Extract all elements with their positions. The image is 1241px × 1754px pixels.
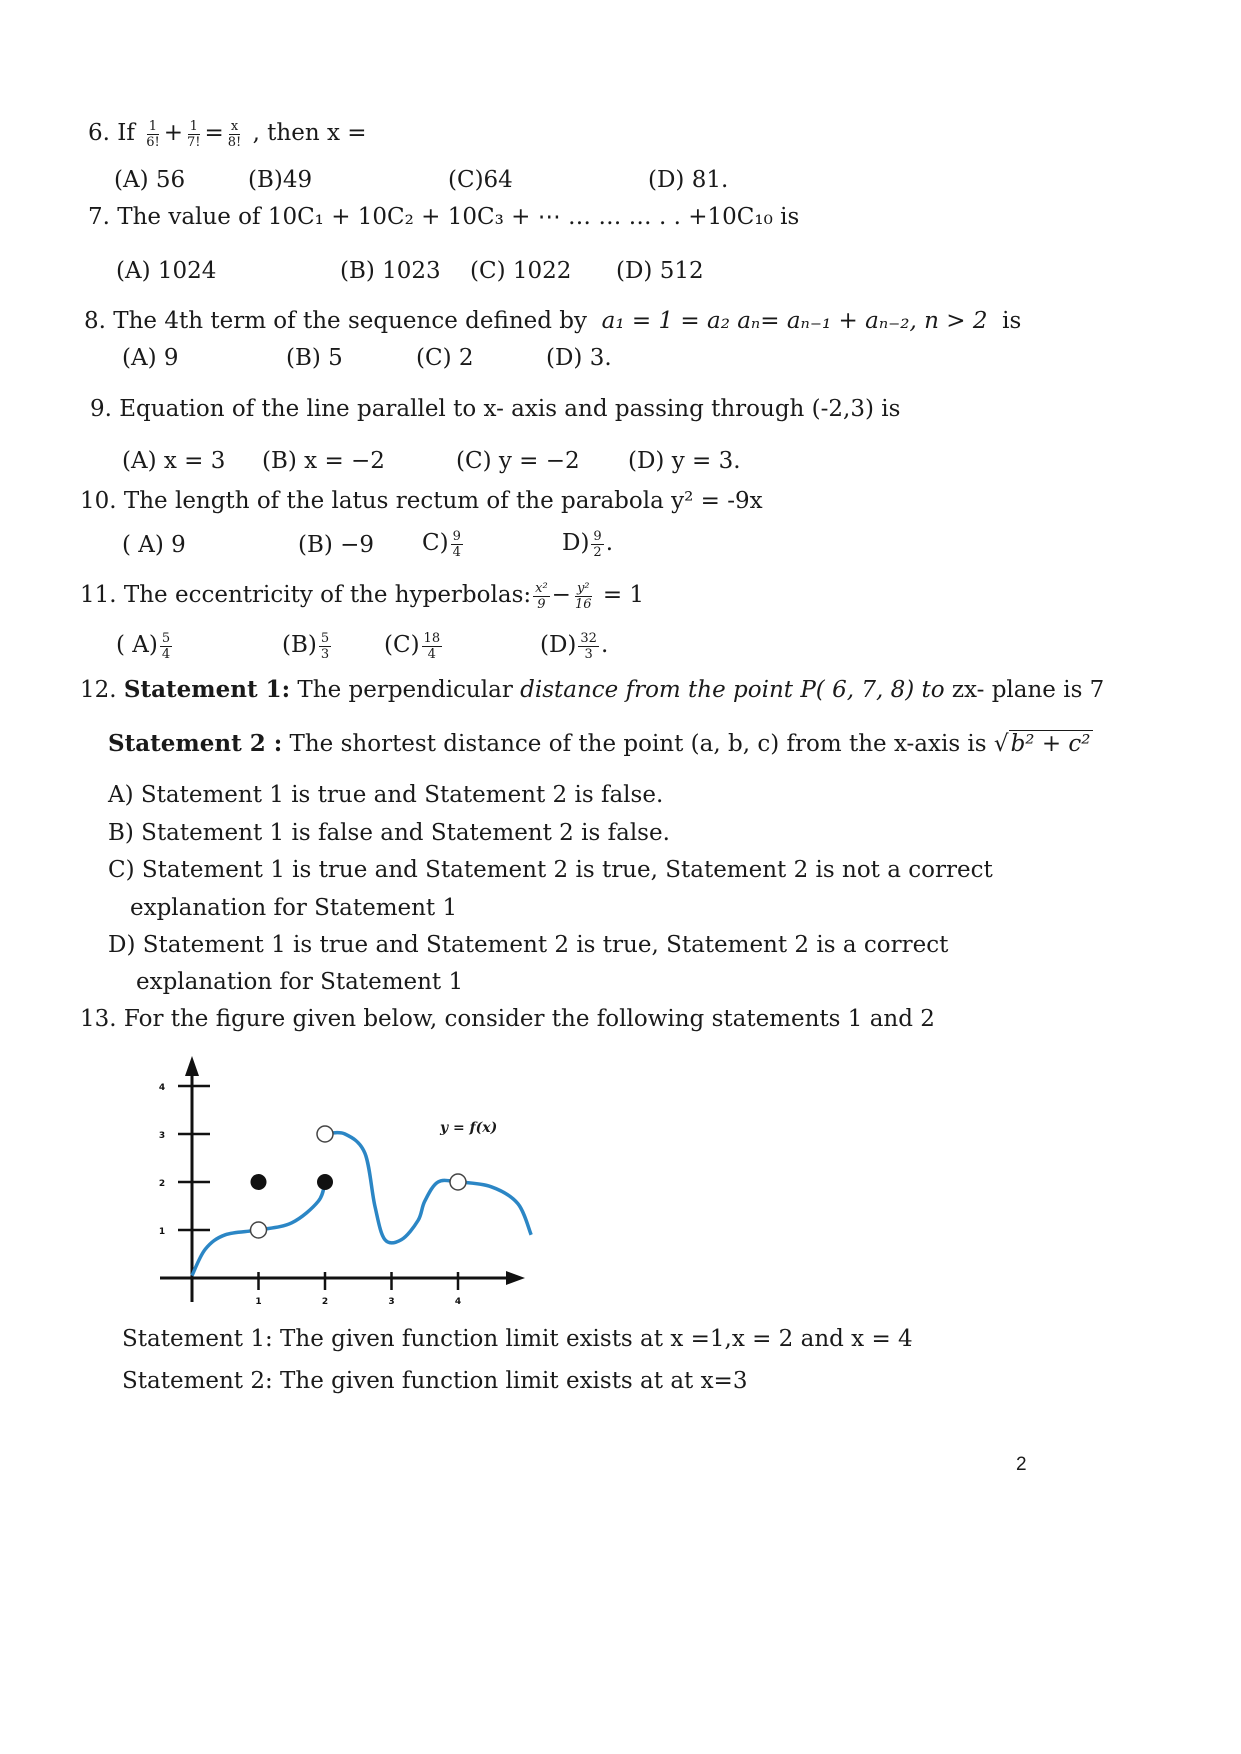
q13-statement-1: Statement 1: The given function limit exists at x =1,x = 2 and x = 4 [122, 1326, 913, 1352]
q8-option-d: (D) 3. [546, 345, 612, 371]
question-9: 9. Equation of the line parallel to x- axis and passing through (-2,3) is [90, 396, 901, 422]
fraction: $\frac{1}{7!}$ [186, 118, 201, 150]
q12-option-c-cont: explanation for Statement 1 [130, 895, 458, 921]
x-tick-label: 4 [454, 1297, 462, 1307]
question-10: 10. The length of the latus rectum of the parabola y² = -9x [80, 488, 763, 514]
math-expression: 10C₁ + 10C₂ + 10C₃ + ⋯ … … … . . +10C₁₀ [267, 204, 773, 230]
y-tick-label: 4 [158, 1083, 166, 1093]
q7-option-d: (D) 512 [616, 258, 704, 284]
question-7: 7. The value of 10C₁ + 10C₂ + 10C₃ + ⋯ … … … . . +10C₁₀ is [88, 204, 800, 230]
q11-option-c: (C) $\frac{18}{4}$ [384, 630, 441, 662]
q11-option-d: (D) $\frac{32}{3}$ . [540, 630, 609, 662]
question-6: 6. If $\frac{1}{6!}$ + $\frac{1}{7!}$ = $\frac{x}{8!}$ , then x = [88, 118, 367, 150]
q9-option-d: (D) y = 3. [628, 448, 741, 474]
curve-segment-2 [325, 1133, 531, 1243]
q12-option-c: C) Statement 1 is true and Statement 2 is true, Statement 2 is not a correct [108, 857, 993, 883]
q9-option-b: (B) x = −2 [262, 448, 385, 474]
question-11: 11. The eccentricity of the hyperbolas: $\frac{\text{x²}}{9}$ − $\frac{\text{y²}}{16}$ = 1 [80, 580, 645, 612]
fraction: $\frac{x}{8!}$ [227, 118, 242, 150]
q7-option-a: (A) 1024 [116, 258, 217, 284]
curve-label: y = f(x) [440, 1120, 498, 1136]
question-12: 12. Statement 1: The perpendicular distance from the point P( 6, 7, 8) to zx- plane is 7 [80, 676, 1105, 703]
open-point [317, 1126, 333, 1142]
q10-option-d: D) $\frac{9}{2}$ . [562, 528, 614, 560]
graph-axes [160, 1056, 525, 1302]
x-tick-label: 2 [321, 1297, 329, 1307]
q8-option-b: (B) 5 [286, 345, 343, 371]
q11-option-a: ( A) $\frac{5}{4}$ [116, 630, 171, 662]
y-tick-label: 2 [158, 1179, 166, 1189]
graph-curves [192, 1133, 531, 1276]
q6-option-d: (D) 81. [648, 167, 729, 193]
q7-option-c: (C) 1022 [470, 258, 572, 284]
q12-statement-2: Statement 2 : The shortest distance of the point (a, b, c) from the x-axis is √b² + c² [108, 730, 1091, 757]
q12-option-d: D) Statement 1 is true and Statement 2 is true, Statement 2 is a correct [108, 932, 949, 958]
q10-option-a: ( A) 9 [122, 532, 186, 558]
q13-statement-2: Statement 2: The given function limit exists at at x=3 [122, 1368, 748, 1394]
q6-option-a: (A) 56 [114, 167, 186, 193]
y-tick-label: 3 [158, 1131, 166, 1141]
math-expression: a₁ = 1 = a₂ aₙ= aₙ₋₁ + aₙ₋₂, n > 2 [601, 308, 988, 334]
filled-point [251, 1174, 267, 1190]
graph-ticks [159, 1083, 461, 1307]
q6-option-b: (B)49 [248, 167, 313, 193]
q7-option-b: (B) 1023 [340, 258, 441, 284]
filled-point [317, 1174, 333, 1190]
open-point [251, 1222, 267, 1238]
open-point [450, 1174, 466, 1190]
x-axis-arrow [506, 1271, 525, 1285]
fraction: $\frac{1}{6!}$ [146, 118, 160, 150]
q11-option-b: (B) $\frac{5}{3}$ [282, 630, 330, 662]
question-8: 8. The 4th term of the sequence defined by a₁ = 1 = a₂ aₙ= aₙ₋₁ + aₙ₋₂, n > 2 is [84, 308, 1022, 334]
q8-option-a: (A) 9 [122, 345, 179, 371]
q9-option-a: (A) x = 3 [122, 448, 226, 474]
q8-option-c: (C) 2 [416, 345, 474, 371]
x-tick-label: 1 [255, 1297, 262, 1307]
q6-option-c: (C)64 [448, 167, 513, 193]
function-graph [140, 1050, 560, 1320]
q9-option-c: (C) y = −2 [456, 448, 580, 474]
y-axis-arrow [185, 1056, 199, 1076]
q10-option-c: C) $\frac{9}{4}$ [422, 528, 461, 560]
y-tick-label: 1 [158, 1227, 166, 1237]
page-number: 2 [1016, 1454, 1027, 1475]
q12-option-a: A) Statement 1 is true and Statement 2 is false. [108, 782, 664, 808]
question-13: 13. For the figure given below, consider the following statements 1 and 2 [80, 1006, 935, 1032]
q12-option-b: B) Statement 1 is false and Statement 2 is false. [108, 820, 670, 846]
q12-option-d-cont: explanation for Statement 1 [136, 969, 464, 995]
q10-option-b: (B) −9 [298, 532, 375, 558]
x-tick-label: 3 [388, 1297, 395, 1307]
